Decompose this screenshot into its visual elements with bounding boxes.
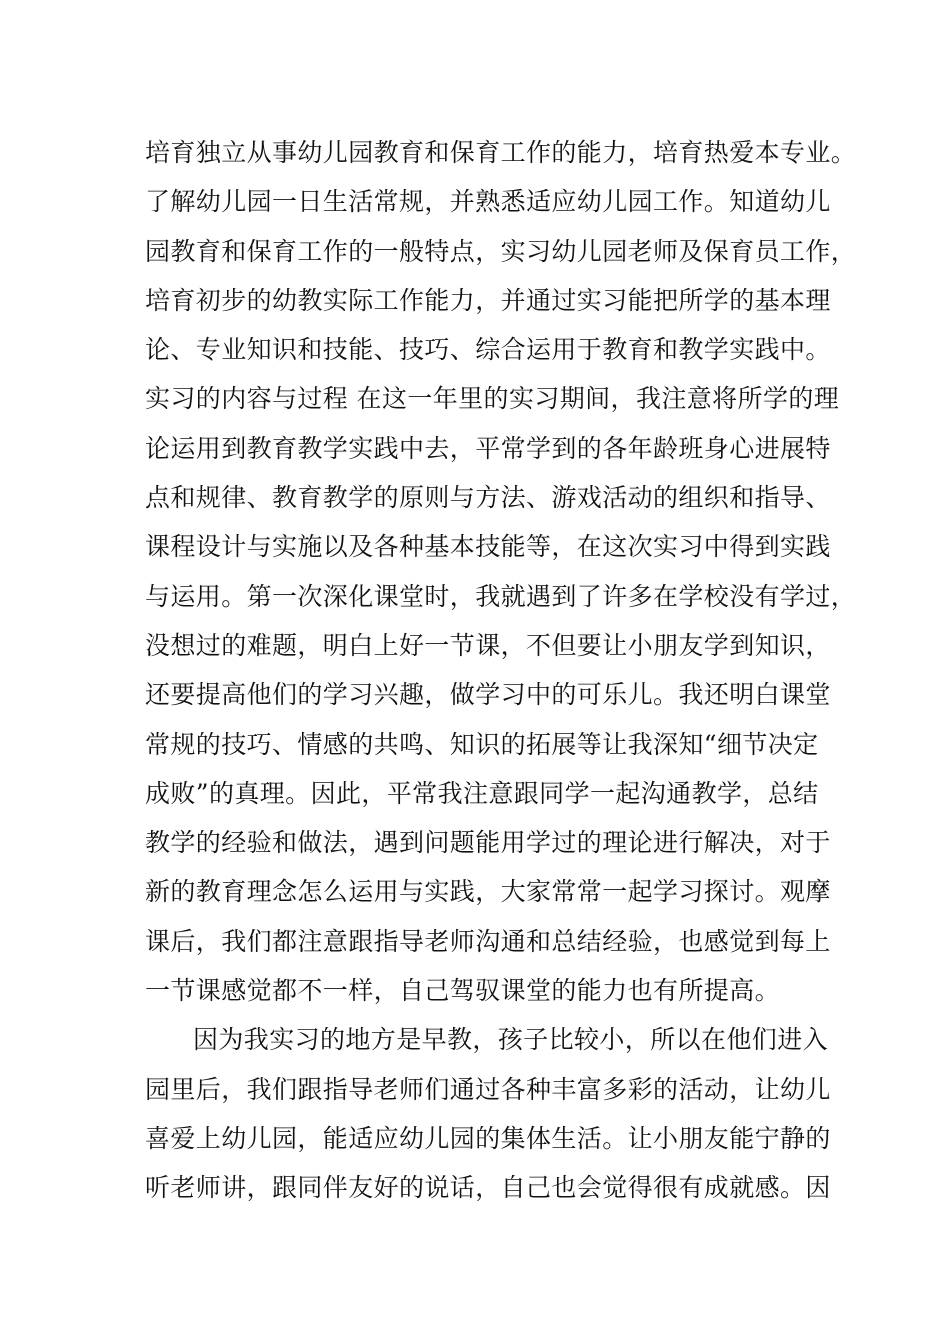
text-line: 成败”的真理。因此，平常我注意跟同学一起沟通教学，总结 xyxy=(145,778,819,808)
text-line: 没想过的难题，明白上好一节课，不但要让小朋友学到知识， xyxy=(145,630,831,660)
text-line: 喜爱上幼儿园，能适应幼儿园的集体生活。让小朋友能宁静的 xyxy=(145,1123,831,1153)
body-text xyxy=(145,128,857,1213)
text-line: 论运用到教育教学实践中去，平常学到的各年龄班身心进展特 xyxy=(145,433,831,463)
text-line: 听老师讲，跟同伴友好的说话，自己也会觉得很有成就感。因 xyxy=(145,1173,831,1203)
text-line: 新的教育理念怎么运用与实践，大家常常一起学习探讨。观摩 xyxy=(145,877,831,907)
text-line: 论、专业知识和技能、技巧、综合运用于教育和教学实践中。 xyxy=(145,335,831,365)
text-line: 了解幼儿园一日生活常规，并熟悉适应幼儿园工作。知道幼儿 xyxy=(145,187,831,217)
text-line: 常规的技巧、情感的共鸣、知识的拓展等让我深知“细节决定 xyxy=(145,729,819,759)
text-line: 教学的经验和做法，遇到问题能用学过的理论进行解决，对于 xyxy=(145,828,831,858)
text-line: 课程设计与实施以及各种基本技能等，在这次实习中得到实践 xyxy=(145,532,831,562)
text-line: 点和规律、教育教学的原则与方法、游戏活动的组织和指导、 xyxy=(145,483,831,513)
text-line: 培育初步的幼教实际工作能力，并通过实习能把所学的基本理 xyxy=(145,285,831,315)
text-line: 与运用。第一次深化课堂时，我就遇到了许多在学校没有学过， xyxy=(145,581,857,611)
text-line: 培育独立从事幼儿园教育和保育工作的能力，培育热爱本专业。 xyxy=(145,138,857,167)
text-line: 还要提高他们的学习兴趣，做学习中的可乐儿。我还明白课堂 xyxy=(145,680,831,710)
text-line: 因为我实习的地方是早教，孩子比较小，所以在他们进入 xyxy=(193,1025,829,1055)
text-line: 实习的内容与过程 在这一年里的实习期间，我注意将所学的理 xyxy=(145,384,840,414)
text-line: 园里后，我们跟指导老师们通过各种丰富多彩的活动，让幼儿 xyxy=(145,1074,831,1104)
text-line: 课后，我们都注意跟指导老师沟通和总结经验，也感觉到每上 xyxy=(145,926,831,956)
text-line: 一节课感觉都不一样，自己驾驭课堂的能力也有所提高。 xyxy=(145,976,781,1006)
text-line: 园教育和保育工作的一般特点，实习幼儿园老师及保育员工作， xyxy=(145,236,857,266)
